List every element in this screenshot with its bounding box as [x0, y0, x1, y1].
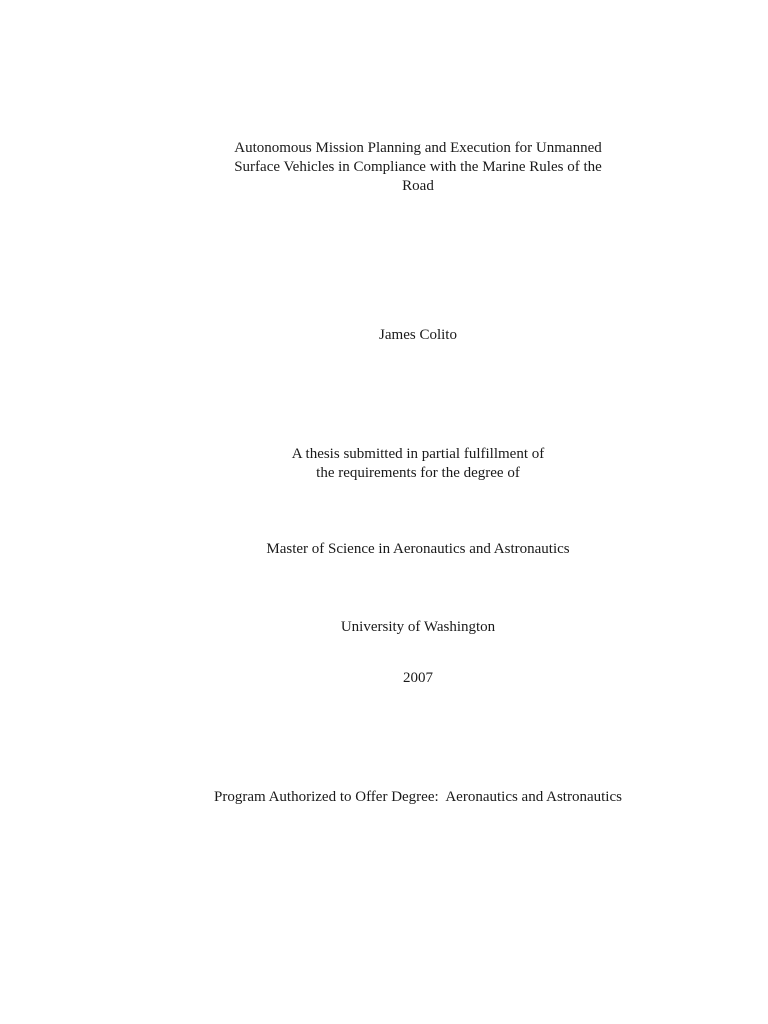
year: 2007 — [403, 670, 433, 686]
thesis-title — [118, 139, 718, 196]
author-name: James Colito — [379, 327, 457, 343]
thesis-title-line-2: Surface Vehicles in Compliance with the Marine Rules of the — [234, 159, 602, 175]
university-name: University of Washington — [340, 619, 496, 635]
thesis-title-line-3: Road — [402, 178, 434, 194]
degree-name: Master of Science in Aeronautics and Astronautics — [266, 541, 570, 557]
submission-statement-line-1: A thesis submitted in partial fulfillment of — [291, 446, 545, 462]
thesis-title-line-1: Autonomous Mission Planning and Execution for Unmanned — [234, 140, 602, 156]
submission-statement-line-2: the requirements for the degree of — [316, 465, 520, 481]
submission-statement — [118, 445, 718, 483]
program-statement: Program Authorized to Offer Degree: Aeronautics and Astronautics — [214, 789, 622, 805]
